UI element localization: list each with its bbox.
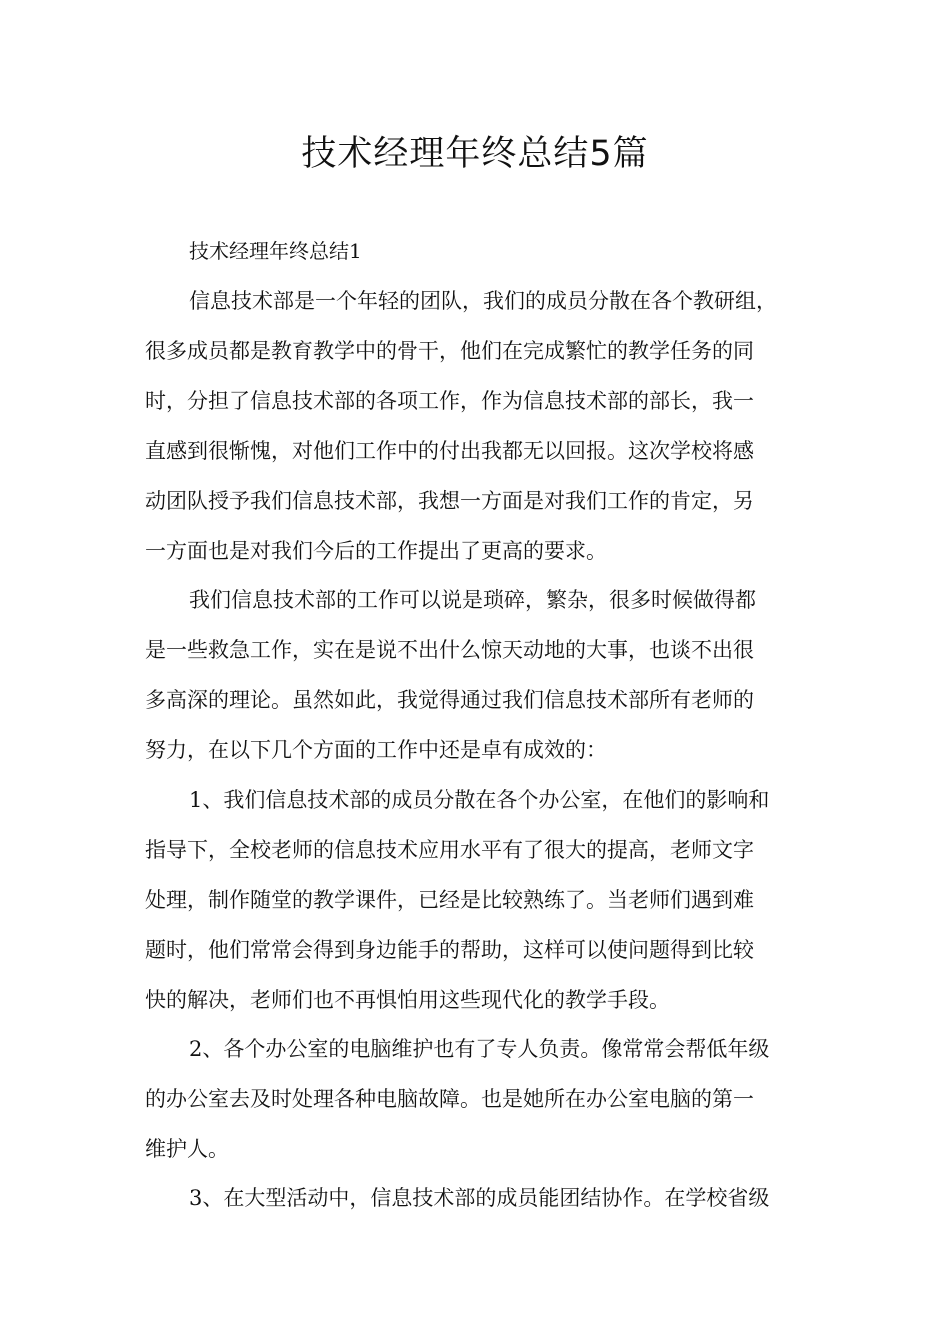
paragraph-line: 多高深的理论。虽然如此，我觉得通过我们信息技术部所有老师的 xyxy=(145,688,754,712)
paragraph-5 xyxy=(145,1173,825,1223)
paragraph-2 xyxy=(145,575,825,775)
paragraph-line: 题时，他们常常会得到身边能手的帮助，这样可以使问题得到比较 xyxy=(145,938,754,962)
paragraph-line: 快的解决，老师们也不再惧怕用这些现代化的教学手段。 xyxy=(145,988,670,1012)
paragraph-line: 很多成员都是教育教学中的骨干，他们在完成繁忙的教学任务的同 xyxy=(145,339,754,363)
paragraph-line: 2、各个办公室的电脑维护也有了专人负责。像常常会帮低年级 xyxy=(189,1037,770,1061)
section-heading: 技术经理年终总结1 xyxy=(189,239,362,263)
paragraph-line: 信息技术部是一个年轻的团队，我们的成员分散在各个教研组， xyxy=(189,289,777,313)
paragraph-line: 指导下，全校老师的信息技术应用水平有了很大的提高，老师文字 xyxy=(145,838,754,862)
paragraph-line: 的办公室去及时处理各种电脑故障。也是她所在办公室电脑的第一 xyxy=(145,1087,754,1111)
paragraph-line: 动团队授予我们信息技术部，我想一方面是对我们工作的肯定，另 xyxy=(145,489,754,513)
paragraph-line: 直感到很惭愧，对他们工作中的付出我都无以回报。这次学校将感 xyxy=(145,439,754,463)
paragraph-3 xyxy=(145,775,825,1025)
paragraph-line: 一方面也是对我们今后的工作提出了更高的要求。 xyxy=(145,539,607,563)
paragraph-line: 是一些救急工作，实在是说不出什么惊天动地的大事，也谈不出很 xyxy=(145,638,754,662)
paragraph-line: 时，分担了信息技术部的各项工作，作为信息技术部的部长，我一 xyxy=(145,389,754,413)
paragraph-line: 1、我们信息技术部的成员分散在各个办公室，在他们的影响和 xyxy=(189,788,770,812)
paragraph-4 xyxy=(145,1024,825,1174)
paragraph-line: 处理，制作随堂的教学课件，已经是比较熟练了。当老师们遇到难 xyxy=(145,888,754,912)
paragraph-line: 我们信息技术部的工作可以说是琐碎，繁杂，很多时候做得都 xyxy=(189,588,756,612)
document-title: 技术经理年终总结5篇 xyxy=(301,134,649,174)
paragraph-line: 努力，在以下几个方面的工作中还是卓有成效的： xyxy=(145,738,607,762)
paragraph-1 xyxy=(145,276,825,576)
paragraph-line: 3、在大型活动中，信息技术部的成员能团结协作。在学校省级 xyxy=(189,1186,770,1210)
paragraph-line: 维护人。 xyxy=(145,1137,229,1161)
